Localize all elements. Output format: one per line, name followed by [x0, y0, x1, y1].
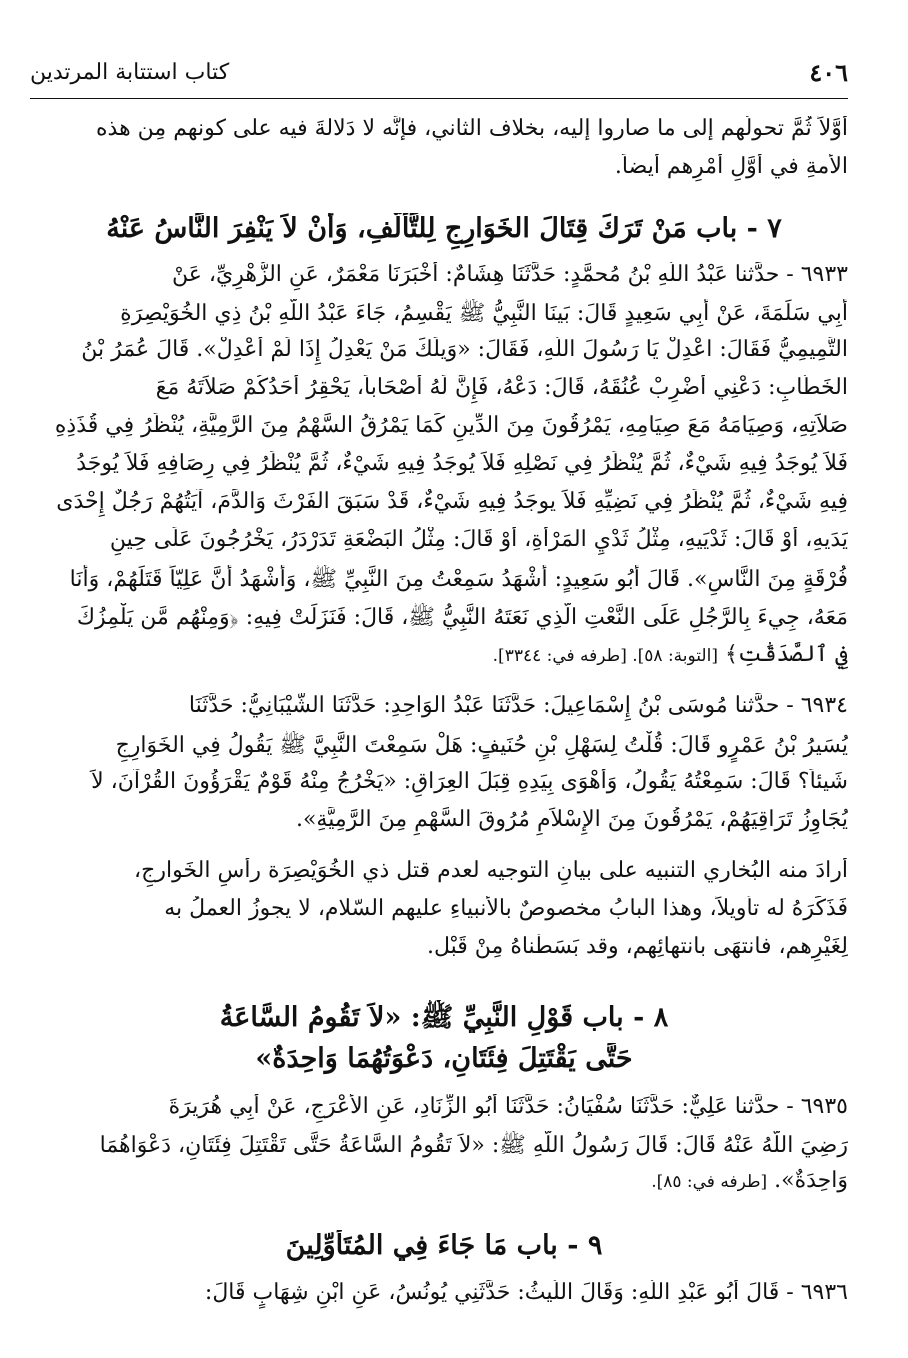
- hadith-reference: [طرفه في: ٨٥].: [651, 1172, 768, 1192]
- hadith-reference: [التوبة: ٥٨]. [طرفه في: ٣٣٤٤].: [492, 646, 718, 666]
- chapter-8-heading-line-1: ٨ - باب قَوْلِ النَّبِيِّ ﷺ: «لاَ تَقُومُ السَّاعَةُ: [219, 1002, 669, 1033]
- intro-line-2: الأمةِ في أوَّلِ أمْرِهم أيضاً.: [614, 154, 848, 179]
- hadith-line: رَضِيَ اللَّهُ عَنْهُ قَالَ: قَالَ رَسُولُ اللَّهِ ﷺ: «لاَ تَقُومُ السَّاعَةُ حَتَّى تَقْتَتِلَ فِئَتَانِ، دَعْوَاهُمَا: [99, 1133, 848, 1158]
- hadith-line: يُسَيرُ بْنُ عَمْرٍو قَالَ: قُلْتُ لِسَهْلِ بْنِ حُنَيفٍ: هَلْ سَمِعْتَ النَّبِيَّ ﷺ يَقُولُ فِي الخَوَارِجِ: [115, 733, 848, 758]
- commentary-line: أَرادَ منه البُخاري التنبيه على بيانِ التوجيه لعدم قتل ذي الخُوَيْصِرَة رأسِ الخَوارجِ،: [134, 858, 848, 883]
- hadith-line: أَبِي سَلَمَةَ، عَنْ أَبِي سَعِيدٍ قَالَ: بَينَا النَّبِيُّ ﷺ يَقْسِمُ، جَاءَ عَبْدُ اللَّهِ بْنُ ذِي الخُوَيْصِرَةِ: [120, 301, 848, 326]
- hadith-line: فِيهِ شَيْءٌ، ثُمَّ يُنْظَرُ فِي نَضِيِّهِ فَلاَ يوجَدُ فِيهِ شَيْءٌ، قَدْ سَبَقَ الفَرْثَ وَالدَّمَ، آيَتُهُمْ رَجُلٌ إِحْدَى: [56, 489, 848, 514]
- hadith-line: فُرْقَةٍ مِنَ النَّاسِ». قَالَ أَبُو سَعِيدٍ: أَشْهَدُ سَمِعْتُ مِنَ النَّبِيِّ ﷺ، وَأَشْهَدُ أَنَّ عَلِيّاً قَتَلَهُمْ، وَأَنَا: [69, 567, 848, 592]
- hadith-6936-line-1: ٦٩٣٦ - قَالَ أَبُو عَبْدِ اللَّهِ: وَقَالَ اللَّيثُ: حَدَّثَنِي يُونُسُ، عَنِ ابْنِ شِهَابٍ قَالَ:: [204, 1280, 848, 1305]
- chapter-7-heading: ٧ - باب مَنْ تَرَكَ قِتَالَ الخَوَارِجِ لِلتَّأَلُّفِ، وَأَنْ لاَ يَنْفِرَ النَّاسُ عَنْهُ: [106, 213, 782, 244]
- hadith-line: فَلاَ يُوجَدُ فِيهِ شَيْءٌ، ثُمَّ يُنْظَرُ فِي نَصْلِهِ فَلاَ يُوجَدُ فِيهِ شَيْءٌ، ثُمَّ يُنْظَرُ فِي رِصَافِهِ فَلاَ يُوجَدُ: [76, 451, 848, 476]
- commentary-line: فَذَكَرَهُ له تأويلاً، وهذا البابُ مخصوصٌ بالأنبياءِ عليهم السّلام، لا يجوزُ العملُ به: [164, 896, 848, 921]
- chapter-9-heading: ٩ - باب مَا جَاءَ فِي المُتَأَوِّلِينَ: [285, 1230, 603, 1261]
- hadith-line: يَدَيهِ، أَوْ قَالَ: ثَدْيَيهِ، مِثْلُ ثَدْيِ المَرْأَةِ، أَوْ قَالَ: مِثْلُ البَضْعَةِ تَدَرْدَرُ، يَخْرُجُونَ عَلَى حِينِ: [109, 527, 848, 552]
- page-header: [30, 58, 848, 99]
- hadith-line: شَيئاً؟ قَالَ: سَمِعْتُهُ يَقُولُ، وَأَهْوَى بِيَدِهِ قِبَلَ العِرَاقِ: «يَخْرُجُ مِنْهُ قَوْمٌ يَقْرَؤُونَ القُرْآنَ، لاَ: [91, 769, 848, 794]
- hadith-line: ٦٩٣٣ - حدَّثنا عَبْدُ اللَّهِ بْنُ مُحمَّدٍ: حَدَّثَنَا هِشَامٌ: أَخْبَرَنَا مَعْمَرٌ، عَنِ الزُّهْرِيِّ، عَنْ: [172, 262, 848, 287]
- hadith-last-line: [40, 1168, 848, 1202]
- hadith-line: صَلاَتِهِ، وَصِيَامَهُ مَعَ صِيَامِهِ، يَمْرُقُونَ مِنَ الدِّينِ كَمَا يَمْرُقُ السَّهْمُ مِنَ الرَّمِيَّةِ، يُنْظَرُ فِي قُذَذِهِ: [54, 413, 848, 438]
- hadith-line: الخَطَّابِ: دَعْنِي أَضْرِبْ عُنُقَهُ، قَالَ: دَعْهُ، فَإِنَّ لَهُ أَصْحَاباً، يَحْقِرُ أَحَدُكُمْ صَلاَتَهُ مَعَ: [155, 375, 848, 400]
- hadith-line: مَعَهُ، جِيءَ بِالرَّجُلِ عَلَى النَّعْتِ الَّذِي نَعَتَهُ النَّبِيُّ ﷺ، قَالَ: فَنَزَلَتْ فِيهِ: ﴿وَمِنْهُم مَّن يَلْمِزُكَ: [76, 605, 848, 630]
- book-title: كتاب استتابة المرتدين: [30, 60, 230, 85]
- hadith-line: التَّمِيمِيُّ فَقَالَ: اعْدِلْ يَا رَسُولَ اللَّهِ، فَقَالَ: «وَيلَكَ مَنْ يَعْدِلُ إِذَا لَمْ أَعْدِلْ». قَالَ عُمَرُ بْنُ: [81, 337, 848, 362]
- commentary-line: لِغَيْرِهم، فانتهَى بانتهائِهم، وقد بَسَطْناهُ مِنْ قَبْل.: [427, 934, 848, 959]
- chapter-8-heading-line-2: حَتَّى يَقْتَتِلَ فِئَتَانِ، دَعْوَتُهُمَا وَاحِدَةٌ»: [255, 1043, 633, 1074]
- hadith-line: يُجَاوِزُ تَرَاقِيَهُمْ، يَمْرُقُونَ مِنَ الإِسْلاَمِ مُرُوقَ السَّهْمِ مِنَ الرَّمِيَّةِ».: [295, 807, 848, 832]
- page-number: ٤٠٦: [809, 58, 848, 87]
- hadith-last-line: [40, 642, 848, 676]
- intro-line-1: أوَّلاً ثُمَّ تحولُهم إلى ما صاروا إليه، بخلاف الثاني، فإنَّه لا دَلالةَ فيه على كونهم مِن هذه: [96, 116, 848, 141]
- hadith-text: وَاحِدَةٌ».: [774, 1168, 848, 1193]
- hadith-line: ٦٩٣٤ - حدَّثنا مُوسَى بْنُ إِسْمَاعِيلَ: حَدَّثَنَا عَبْدُ الوَاحِدِ: حَدَّثَنَا الشَّيْبَانِيُّ: حَدَّثَنَا: [188, 693, 848, 718]
- quran-quote: فِي ٱلصَّدَقَٰتِ﴾: [724, 642, 848, 667]
- hadith-line: ٦٩٣٥ - حدَّثنا عَلِيٌّ: حَدَّثَنَا سُفْيَانُ: حَدَّثَنَا أَبُو الزِّنَادِ، عَنِ الأَعْرَجِ، عَنْ أَبِي هُرَيرَةَ: [168, 1094, 848, 1119]
